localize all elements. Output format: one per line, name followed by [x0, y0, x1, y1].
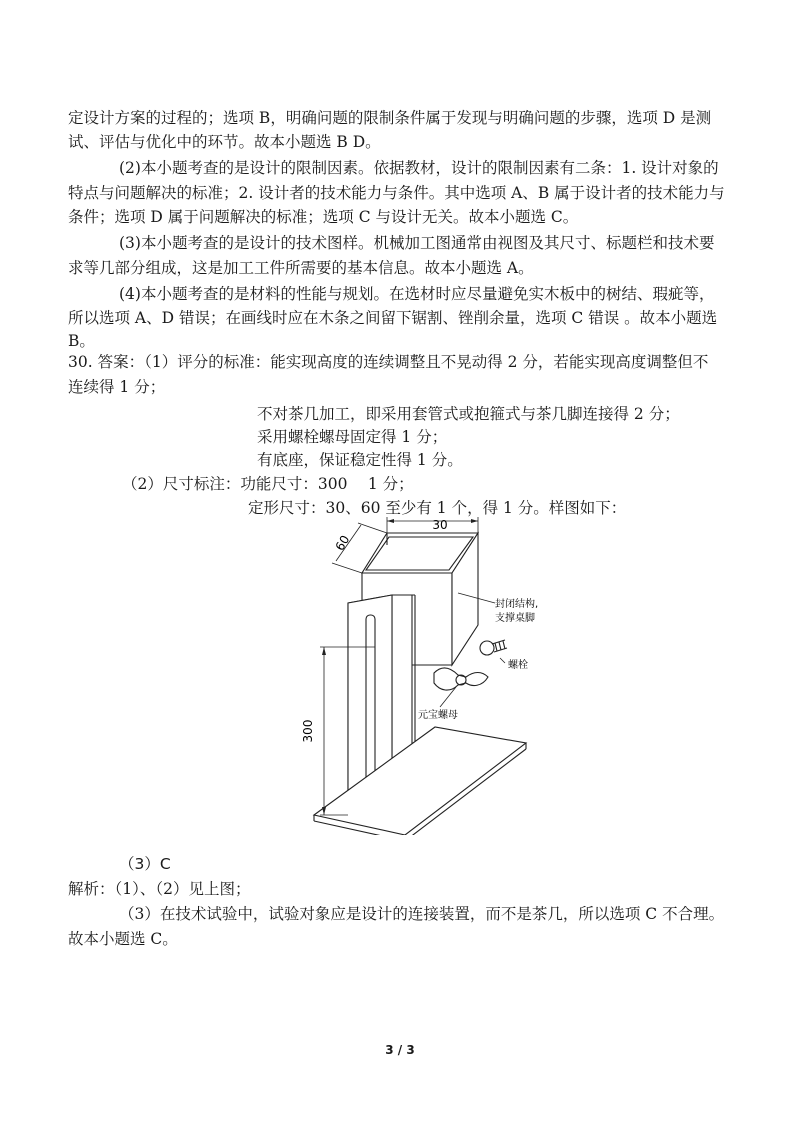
page-number: 3 / 3 [385, 1043, 415, 1057]
text-line-8: (4)本小题考查的是材料的性能与规划。在选材时应尽量避免实木板中的树结、瑕疵等， [119, 285, 715, 303]
text-line-14: 采用螺栓螺母固定得 1 分； [257, 428, 448, 446]
text-line-9: 所以选项 A、D 错误；在画线时应在木条之间留下锯割、锉削余量，选项 C 错误 。故本小题选 [68, 309, 718, 327]
closed-structure-label-2: 支撑桌脚 [495, 613, 535, 624]
bolt-label: 螺栓 [508, 660, 528, 671]
text-line-15: 有底座，保证稳定性得 1 分。 [257, 451, 463, 469]
dim-height-label: 300 [301, 719, 315, 743]
text-line-6: (3)本小题考查的是设计的技术图样。机械加工图通常由视图及其尺寸、标题栏和技术要 [119, 234, 715, 252]
wing-nut-label: 元宝螺母 [418, 710, 458, 721]
text-line-17: 定形尺寸：30、60 至少有 1 个，得 1 分。样图如下： [248, 499, 627, 517]
text-line-18: （3）C [119, 855, 171, 873]
text-line-11: 30. 答案：（1）评分的标准：能实现高度的连续调整且不晃动得 2 分，若能实现高度调整但不 [68, 353, 709, 371]
text-line-1: 定设计方案的过程的；选项 B，明确问题的限制条件属于发现与明确问题的步骤，选项 D 是测 [68, 109, 712, 127]
sample-drawing [290, 515, 560, 835]
text-line-7: 求等几部分组成，这是加工工件所需要的基本信息。故本小题选 A。 [68, 259, 534, 277]
text-line-12: 连续得 1 分； [68, 378, 166, 396]
text-line-10: B。 [68, 332, 95, 350]
text-line-4: 特点与问题解决的标准；2. 设计者的技术能力与条件。其中选项 A、B 属于设计者的技术能力与 [68, 184, 725, 202]
dim-top-label: 30 [432, 518, 448, 532]
text-line-13: 不对茶几加工，即采用套管式或抱箍式与茶几脚连接得 2 分； [257, 405, 680, 423]
text-line-19: 解析：（1）、（2）见上图； [68, 880, 251, 898]
dim-side-label: 60 [332, 532, 353, 554]
text-line-5: 条件；选项 D 属于问题解决的标准；选项 C 与设计无关。故本小题选 C。 [68, 208, 579, 226]
text-line-20: （3）在技术试验中，试验对象应是设计的连接装置，而不是茶几，所以选项 C 不合理。 [119, 905, 725, 923]
text-line-3: (2)本小题考查的是设计的限制因素。依据教材，设计的限制因素有二条：1. 设计对象的 [119, 159, 719, 177]
text-line-21: 故本小题选 C。 [68, 930, 178, 948]
closed-structure-label-1: 封闭结构, [495, 599, 539, 610]
text-line-16: （2）尺寸标注：功能尺寸：300 1 分； [122, 475, 414, 493]
text-line-2: 试、评估与优化中的环节。故本小题选 B D。 [68, 133, 381, 151]
